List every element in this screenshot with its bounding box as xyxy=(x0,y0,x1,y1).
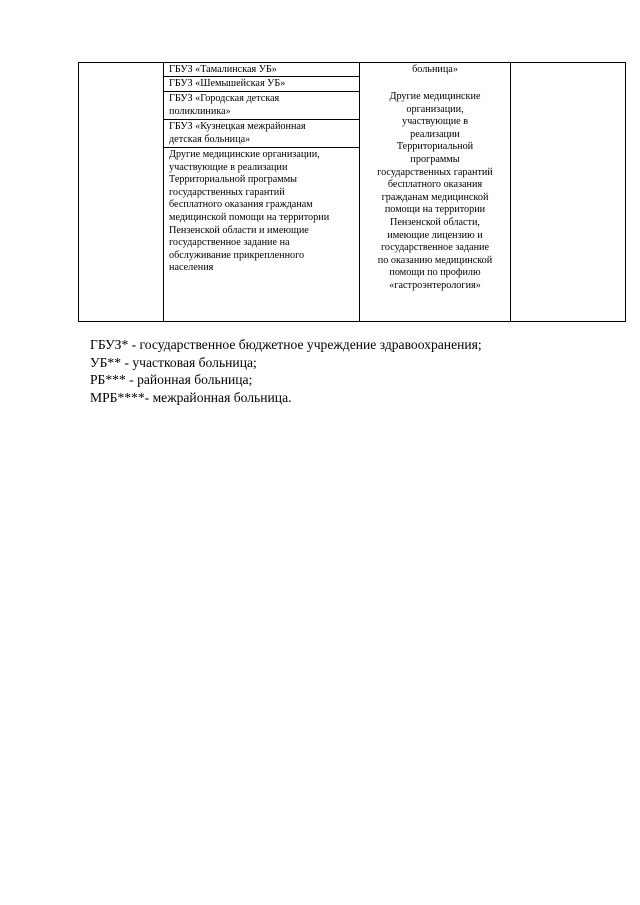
footnote: УБ** - участковая больница; xyxy=(90,354,257,370)
table-cell: Другие медицинские организации, участвующие в реализации Территориальной программы государственных гарантий бесплатного оказания гражданам медицинской помощи на территории Пензенской области, имеющие лицензию и государственное задание по оказанию медицинской помощи по профилю «гастроэнтерология» xyxy=(377,91,493,291)
table-row-divider xyxy=(164,76,359,77)
footnote: ГБУЗ* - государственное бюджетное учреждение здравоохранения; xyxy=(90,337,482,352)
table-column-organizations xyxy=(164,63,359,321)
table-cell: ГБУЗ «Тамалинская УБ» xyxy=(169,64,277,75)
footnotes xyxy=(90,336,620,406)
table-cell: ГБУЗ «Шемышейская УБ» xyxy=(169,78,286,89)
table-row-divider xyxy=(164,91,359,92)
table-cell: ГБУЗ «Кузнецкая межрайонная детская больница» xyxy=(169,121,306,145)
table-cell: больница» xyxy=(412,64,458,75)
table-cell: ГБУЗ «Городская детская поликлиника» xyxy=(169,93,280,117)
table-column-other-organizations xyxy=(360,63,510,321)
footnote: МРБ****- межрайонная больница. xyxy=(90,389,292,405)
table-row-divider xyxy=(164,119,359,120)
table-cell: Другие медицинские организации, участвующие в реализации Территориальной программы государственных гарантий бесплатного оказания гражданам медицинской помощи на территории Пензенской области и имеющие государственное задание на обслуживание прикрепленного населения xyxy=(169,149,330,274)
organizations-table xyxy=(78,62,626,322)
table-column-divider xyxy=(510,63,511,321)
footnote: РБ*** - районная больница; xyxy=(90,372,253,387)
table-row-divider xyxy=(164,147,359,148)
